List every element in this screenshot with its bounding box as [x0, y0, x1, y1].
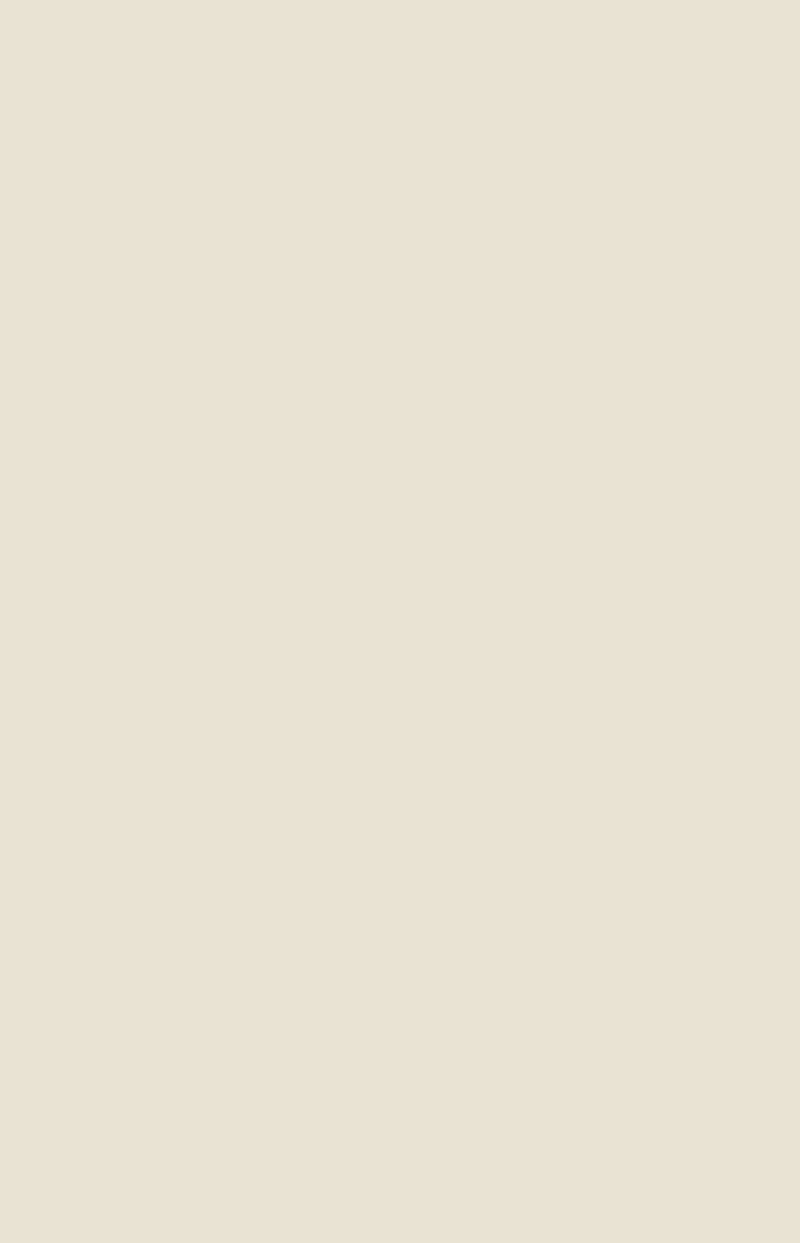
body-text: [90, 145, 690, 155]
running-head: [0, 103, 800, 133]
